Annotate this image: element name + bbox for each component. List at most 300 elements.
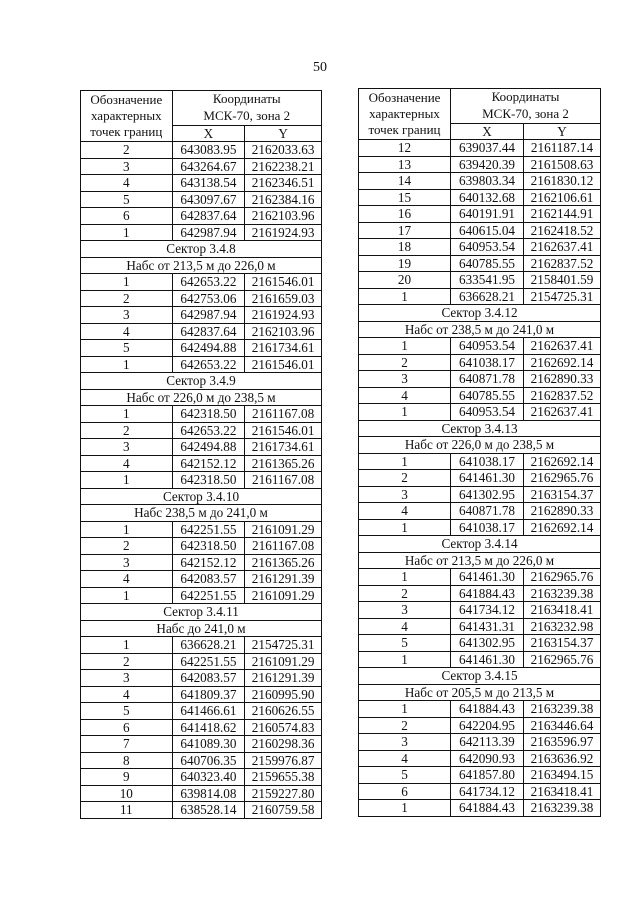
- table-row: [359, 635, 601, 652]
- y-coordinate-cell: 2163232.98: [524, 618, 601, 635]
- y-coordinate-cell: 2163636.92: [524, 750, 601, 767]
- header-y: Y: [245, 125, 322, 142]
- point-number-cell: 5: [359, 635, 451, 652]
- point-number-cell: 3: [81, 307, 173, 324]
- x-coordinate-cell: 642204.95: [451, 717, 524, 734]
- y-coordinate-cell: 2162637.41: [524, 239, 601, 256]
- x-coordinate-cell: 643138.54: [172, 175, 245, 192]
- point-number-cell: 4: [81, 175, 173, 192]
- sector-heading-row: [81, 373, 322, 390]
- y-coordinate-cell: 2161291.39: [245, 670, 322, 687]
- y-coordinate-cell: 2161734.61: [245, 439, 322, 456]
- header-y: Y: [524, 123, 601, 140]
- table-row: [81, 191, 322, 208]
- table-row: [81, 224, 322, 241]
- y-coordinate-cell: 2163239.38: [524, 585, 601, 602]
- point-number-cell: 2: [359, 470, 451, 487]
- point-number-cell: 5: [81, 703, 173, 720]
- x-coordinate-cell: 639037.44: [451, 140, 524, 157]
- table-row: [359, 767, 601, 784]
- point-number-cell: 4: [81, 323, 173, 340]
- x-coordinate-cell: 641431.31: [451, 618, 524, 635]
- y-coordinate-cell: 2161365.26: [245, 554, 322, 571]
- x-coordinate-cell: 641884.43: [451, 701, 524, 718]
- point-number-cell: 1: [81, 472, 173, 489]
- point-number-cell: 11: [81, 802, 173, 819]
- y-coordinate-cell: 2162418.52: [524, 222, 601, 239]
- y-coordinate-cell: 2162033.63: [245, 142, 322, 159]
- x-coordinate-cell: 641038.17: [451, 453, 524, 470]
- header-coordinates: Координаты МСК-70, зона 2: [451, 89, 601, 124]
- x-coordinate-cell: 638528.14: [172, 802, 245, 819]
- x-coordinate-cell: 642318.50: [172, 538, 245, 555]
- y-coordinate-cell: 2161830.12: [524, 173, 601, 190]
- sector-title: Сектор 3.4.12: [359, 305, 601, 322]
- x-coordinate-cell: 642090.93: [451, 750, 524, 767]
- point-number-cell: 6: [359, 783, 451, 800]
- point-number-cell: 1: [359, 651, 451, 668]
- point-number-cell: 4: [359, 387, 451, 404]
- elevation-range-row: [359, 684, 601, 701]
- table-row: [81, 554, 322, 571]
- point-number-cell: 2: [359, 717, 451, 734]
- y-coordinate-cell: 2163418.41: [524, 783, 601, 800]
- page-number: 50: [313, 60, 327, 75]
- y-coordinate-cell: 2159655.38: [245, 769, 322, 786]
- x-coordinate-cell: 641089.30: [172, 736, 245, 753]
- sector-title: Сектор 3.4.9: [81, 373, 322, 390]
- table-row: [359, 470, 601, 487]
- x-coordinate-cell: 640953.54: [451, 404, 524, 421]
- point-number-cell: 3: [81, 670, 173, 687]
- table-row: [81, 455, 322, 472]
- point-number-cell: 17: [359, 222, 451, 239]
- point-number-cell: 12: [359, 140, 451, 157]
- table-row: [359, 734, 601, 751]
- x-coordinate-cell: 642318.50: [172, 472, 245, 489]
- y-coordinate-cell: 2161508.63: [524, 156, 601, 173]
- y-coordinate-cell: 2154725.31: [524, 288, 601, 305]
- x-coordinate-cell: 640323.40: [172, 769, 245, 786]
- y-coordinate-cell: 2162965.76: [524, 569, 601, 586]
- sector-heading-row: [81, 604, 322, 621]
- table-row: [359, 387, 601, 404]
- point-number-cell: 4: [81, 455, 173, 472]
- header-point-label: Обозначение характерных точек границ: [81, 91, 173, 142]
- elevation-range-row: [81, 505, 322, 522]
- y-coordinate-cell: 2162837.52: [524, 387, 601, 404]
- y-coordinate-cell: 2160626.55: [245, 703, 322, 720]
- point-number-cell: 4: [81, 686, 173, 703]
- x-coordinate-cell: 642113.39: [451, 734, 524, 751]
- table-row: [81, 175, 322, 192]
- x-coordinate-cell: 642251.55: [172, 653, 245, 670]
- x-coordinate-cell: 641857.80: [451, 767, 524, 784]
- x-coordinate-cell: 640953.54: [451, 338, 524, 355]
- table-row: [359, 585, 601, 602]
- table-row: [359, 486, 601, 503]
- x-coordinate-cell: 641461.30: [451, 569, 524, 586]
- point-number-cell: 1: [359, 519, 451, 536]
- table-row: [359, 272, 601, 289]
- point-number-cell: 5: [359, 767, 451, 784]
- sector-heading-row: [81, 241, 322, 258]
- y-coordinate-cell: 2162384.16: [245, 191, 322, 208]
- point-number-cell: 1: [81, 406, 173, 423]
- y-coordinate-cell: 2161365.26: [245, 455, 322, 472]
- elevation-range-text: Набс от 213,5 м до 226,0 м: [81, 257, 322, 274]
- elevation-range-text: Набс до 241,0 м: [81, 620, 322, 637]
- x-coordinate-cell: 641302.95: [451, 635, 524, 652]
- x-coordinate-cell: 642083.57: [172, 670, 245, 687]
- table-row: [81, 752, 322, 769]
- y-coordinate-cell: 2162965.76: [524, 651, 601, 668]
- x-coordinate-cell: 640785.55: [451, 387, 524, 404]
- sector-heading-row: [81, 488, 322, 505]
- point-number-cell: 3: [81, 158, 173, 175]
- point-number-cell: 3: [81, 554, 173, 571]
- elevation-range-row: [359, 552, 601, 569]
- y-coordinate-cell: 2159227.80: [245, 785, 322, 802]
- x-coordinate-cell: 640191.91: [451, 206, 524, 223]
- y-coordinate-cell: 2154725.31: [245, 637, 322, 654]
- table-row: [359, 503, 601, 520]
- x-coordinate-cell: 642251.55: [172, 587, 245, 604]
- x-coordinate-cell: 641734.12: [451, 783, 524, 800]
- table-row: [359, 453, 601, 470]
- table-row: [359, 354, 601, 371]
- table-row: [81, 587, 322, 604]
- y-coordinate-cell: 2162890.33: [524, 503, 601, 520]
- x-coordinate-cell: 639803.34: [451, 173, 524, 190]
- table-row: [359, 602, 601, 619]
- point-number-cell: 2: [359, 354, 451, 371]
- y-coordinate-cell: 2162346.51: [245, 175, 322, 192]
- elevation-range-text: Набс от 226,0 м до 238,5 м: [81, 389, 322, 406]
- y-coordinate-cell: 2163446.64: [524, 717, 601, 734]
- y-coordinate-cell: 2162837.52: [524, 255, 601, 272]
- table-row: [81, 208, 322, 225]
- x-coordinate-cell: 642494.88: [172, 340, 245, 357]
- table-row: [81, 802, 322, 819]
- point-number-cell: 19: [359, 255, 451, 272]
- table-row: [81, 472, 322, 489]
- x-coordinate-cell: 640706.35: [172, 752, 245, 769]
- point-number-cell: 2: [81, 422, 173, 439]
- table-row: [81, 769, 322, 786]
- point-number-cell: 10: [81, 785, 173, 802]
- x-coordinate-cell: 640132.68: [451, 189, 524, 206]
- point-number-cell: 6: [81, 719, 173, 736]
- table-row: [81, 703, 322, 720]
- y-coordinate-cell: 2162692.14: [524, 354, 601, 371]
- y-coordinate-cell: 2163596.97: [524, 734, 601, 751]
- sector-title: Сектор 3.4.13: [359, 420, 601, 437]
- x-coordinate-cell: 640871.78: [451, 371, 524, 388]
- y-coordinate-cell: 2163154.37: [524, 486, 601, 503]
- point-number-cell: 1: [359, 569, 451, 586]
- table-row: [359, 255, 601, 272]
- table-row: [81, 356, 322, 373]
- table-row: [359, 783, 601, 800]
- sector-title: Сектор 3.4.15: [359, 668, 601, 685]
- y-coordinate-cell: 2160298.36: [245, 736, 322, 753]
- x-coordinate-cell: 642753.06: [172, 290, 245, 307]
- x-coordinate-cell: 641461.30: [451, 651, 524, 668]
- point-number-cell: 5: [81, 191, 173, 208]
- sector-title: Сектор 3.4.14: [359, 536, 601, 553]
- table-row: [81, 653, 322, 670]
- elevation-range-row: [359, 437, 601, 454]
- x-coordinate-cell: 642152.12: [172, 455, 245, 472]
- y-coordinate-cell: 2162890.33: [524, 371, 601, 388]
- point-number-cell: 3: [359, 486, 451, 503]
- point-number-cell: 16: [359, 206, 451, 223]
- y-coordinate-cell: 2161167.08: [245, 406, 322, 423]
- y-coordinate-cell: 2161187.14: [524, 140, 601, 157]
- point-number-cell: 6: [81, 208, 173, 225]
- table-row: [81, 274, 322, 291]
- table-row: [81, 290, 322, 307]
- table-row: [81, 637, 322, 654]
- table-row: [359, 371, 601, 388]
- x-coordinate-cell: 642837.64: [172, 208, 245, 225]
- header-x: X: [172, 125, 245, 142]
- point-number-cell: 1: [359, 404, 451, 421]
- x-coordinate-cell: 639420.39: [451, 156, 524, 173]
- table-row: [359, 140, 601, 157]
- elevation-range-row: [81, 389, 322, 406]
- point-number-cell: 1: [81, 637, 173, 654]
- sector-title: Сектор 3.4.11: [81, 604, 322, 621]
- sector-title: Сектор 3.4.10: [81, 488, 322, 505]
- x-coordinate-cell: 640871.78: [451, 503, 524, 520]
- x-coordinate-cell: 640785.55: [451, 255, 524, 272]
- table-body-right: [359, 140, 601, 817]
- x-coordinate-cell: 639814.08: [172, 785, 245, 802]
- point-number-cell: 13: [359, 156, 451, 173]
- table-row: [359, 404, 601, 421]
- point-number-cell: 3: [359, 371, 451, 388]
- y-coordinate-cell: 2161091.29: [245, 587, 322, 604]
- x-coordinate-cell: 642987.94: [172, 307, 245, 324]
- table-body-left: [81, 142, 322, 819]
- y-coordinate-cell: 2162637.41: [524, 338, 601, 355]
- point-number-cell: 14: [359, 173, 451, 190]
- y-coordinate-cell: 2162106.61: [524, 189, 601, 206]
- table-row: [359, 173, 601, 190]
- y-coordinate-cell: 2163494.15: [524, 767, 601, 784]
- table-row: [81, 571, 322, 588]
- table-row: [359, 288, 601, 305]
- elevation-range-row: [359, 321, 601, 338]
- y-coordinate-cell: 2162103.96: [245, 323, 322, 340]
- y-coordinate-cell: 2161091.29: [245, 653, 322, 670]
- y-coordinate-cell: 2161091.29: [245, 521, 322, 538]
- point-number-cell: 4: [359, 503, 451, 520]
- x-coordinate-cell: 640615.04: [451, 222, 524, 239]
- y-coordinate-cell: 2162692.14: [524, 519, 601, 536]
- table-row: [81, 323, 322, 340]
- point-number-cell: 2: [81, 653, 173, 670]
- sector-heading-row: [359, 668, 601, 685]
- point-number-cell: 4: [359, 750, 451, 767]
- y-coordinate-cell: 2163239.38: [524, 701, 601, 718]
- table-row: [81, 736, 322, 753]
- table-row: [359, 338, 601, 355]
- header-coordinates: Координаты МСК-70, зона 2: [172, 91, 321, 126]
- elevation-range-text: Набс 238,5 м до 241,0 м: [81, 505, 322, 522]
- table-row: [359, 651, 601, 668]
- table-row: [81, 670, 322, 687]
- point-number-cell: 7: [81, 736, 173, 753]
- x-coordinate-cell: 642837.64: [172, 323, 245, 340]
- point-number-cell: 1: [81, 224, 173, 241]
- coordinates-table-left: [80, 90, 322, 819]
- x-coordinate-cell: 642653.22: [172, 356, 245, 373]
- point-number-cell: 4: [359, 618, 451, 635]
- y-coordinate-cell: 2161167.08: [245, 538, 322, 555]
- elevation-range-row: [81, 257, 322, 274]
- point-number-cell: 20: [359, 272, 451, 289]
- x-coordinate-cell: 642318.50: [172, 406, 245, 423]
- y-coordinate-cell: 2158401.59: [524, 272, 601, 289]
- table-row: [359, 618, 601, 635]
- x-coordinate-cell: 641461.30: [451, 470, 524, 487]
- table-row: [359, 156, 601, 173]
- x-coordinate-cell: 641418.62: [172, 719, 245, 736]
- coordinates-table-right: [358, 88, 601, 817]
- y-coordinate-cell: 2161924.93: [245, 307, 322, 324]
- elevation-range-text: Набс от 238,5 м до 241,0 м: [359, 321, 601, 338]
- x-coordinate-cell: 633541.95: [451, 272, 524, 289]
- y-coordinate-cell: 2162692.14: [524, 453, 601, 470]
- table-row: [81, 406, 322, 423]
- y-coordinate-cell: 2161546.01: [245, 356, 322, 373]
- x-coordinate-cell: 642987.94: [172, 224, 245, 241]
- table-row: [81, 719, 322, 736]
- y-coordinate-cell: 2161659.03: [245, 290, 322, 307]
- point-number-cell: 1: [359, 701, 451, 718]
- point-number-cell: 3: [359, 602, 451, 619]
- table-row: [81, 307, 322, 324]
- y-coordinate-cell: 2162144.91: [524, 206, 601, 223]
- table-row: [359, 189, 601, 206]
- y-coordinate-cell: 2160574.83: [245, 719, 322, 736]
- x-coordinate-cell: 641884.43: [451, 800, 524, 817]
- sector-heading-row: [359, 305, 601, 322]
- point-number-cell: 2: [81, 142, 173, 159]
- sector-heading-row: [359, 536, 601, 553]
- y-coordinate-cell: 2161546.01: [245, 422, 322, 439]
- table-row: [359, 206, 601, 223]
- header-point-label: Обозначение характерных точек границ: [359, 89, 451, 140]
- x-coordinate-cell: 642083.57: [172, 571, 245, 588]
- y-coordinate-cell: 2161734.61: [245, 340, 322, 357]
- x-coordinate-cell: 641884.43: [451, 585, 524, 602]
- point-number-cell: 4: [81, 571, 173, 588]
- point-number-cell: 1: [81, 274, 173, 291]
- x-coordinate-cell: 642251.55: [172, 521, 245, 538]
- point-number-cell: 2: [81, 538, 173, 555]
- point-number-cell: 1: [81, 521, 173, 538]
- point-number-cell: 1: [359, 800, 451, 817]
- x-coordinate-cell: 636628.21: [172, 637, 245, 654]
- x-coordinate-cell: 641809.37: [172, 686, 245, 703]
- table-row: [81, 686, 322, 703]
- table-row: [359, 519, 601, 536]
- x-coordinate-cell: 642653.22: [172, 422, 245, 439]
- y-coordinate-cell: 2161924.93: [245, 224, 322, 241]
- table-row: [81, 439, 322, 456]
- x-coordinate-cell: 643264.67: [172, 158, 245, 175]
- table-row: [359, 717, 601, 734]
- x-coordinate-cell: 643097.67: [172, 191, 245, 208]
- point-number-cell: 9: [81, 769, 173, 786]
- point-number-cell: 2: [359, 585, 451, 602]
- table-row: [359, 750, 601, 767]
- y-coordinate-cell: 2162637.41: [524, 404, 601, 421]
- point-number-cell: 1: [81, 587, 173, 604]
- table-row: [81, 340, 322, 357]
- point-number-cell: 3: [81, 439, 173, 456]
- header-x: X: [451, 123, 524, 140]
- x-coordinate-cell: 641038.17: [451, 519, 524, 536]
- point-number-cell: 15: [359, 189, 451, 206]
- table-row: [81, 142, 322, 159]
- point-number-cell: 18: [359, 239, 451, 256]
- y-coordinate-cell: 2162103.96: [245, 208, 322, 225]
- y-coordinate-cell: 2162238.21: [245, 158, 322, 175]
- table-row: [359, 701, 601, 718]
- y-coordinate-cell: 2163154.37: [524, 635, 601, 652]
- x-coordinate-cell: 642152.12: [172, 554, 245, 571]
- point-number-cell: 1: [359, 453, 451, 470]
- x-coordinate-cell: 641734.12: [451, 602, 524, 619]
- point-number-cell: 8: [81, 752, 173, 769]
- x-coordinate-cell: 636628.21: [451, 288, 524, 305]
- x-coordinate-cell: 641302.95: [451, 486, 524, 503]
- table-row: [359, 222, 601, 239]
- y-coordinate-cell: 2163239.38: [524, 800, 601, 817]
- y-coordinate-cell: 2160759.58: [245, 802, 322, 819]
- x-coordinate-cell: 642494.88: [172, 439, 245, 456]
- table-row: [81, 538, 322, 555]
- point-number-cell: 1: [359, 338, 451, 355]
- x-coordinate-cell: 640953.54: [451, 239, 524, 256]
- y-coordinate-cell: 2162965.76: [524, 470, 601, 487]
- table-row: [81, 422, 322, 439]
- y-coordinate-cell: 2161291.39: [245, 571, 322, 588]
- table-row: [359, 569, 601, 586]
- point-number-cell: 3: [359, 734, 451, 751]
- x-coordinate-cell: 641466.61: [172, 703, 245, 720]
- point-number-cell: 2: [81, 290, 173, 307]
- x-coordinate-cell: 641038.17: [451, 354, 524, 371]
- x-coordinate-cell: 642653.22: [172, 274, 245, 291]
- y-coordinate-cell: 2160995.90: [245, 686, 322, 703]
- point-number-cell: 1: [359, 288, 451, 305]
- sector-title: Сектор 3.4.8: [81, 241, 322, 258]
- y-coordinate-cell: 2161167.08: [245, 472, 322, 489]
- y-coordinate-cell: 2163418.41: [524, 602, 601, 619]
- elevation-range-text: Набс от 205,5 м до 213,5 м: [359, 684, 601, 701]
- point-number-cell: 1: [81, 356, 173, 373]
- table-row: [81, 521, 322, 538]
- table-row: [359, 800, 601, 817]
- elevation-range-text: Набс от 213,5 м до 226,0 м: [359, 552, 601, 569]
- point-number-cell: 5: [81, 340, 173, 357]
